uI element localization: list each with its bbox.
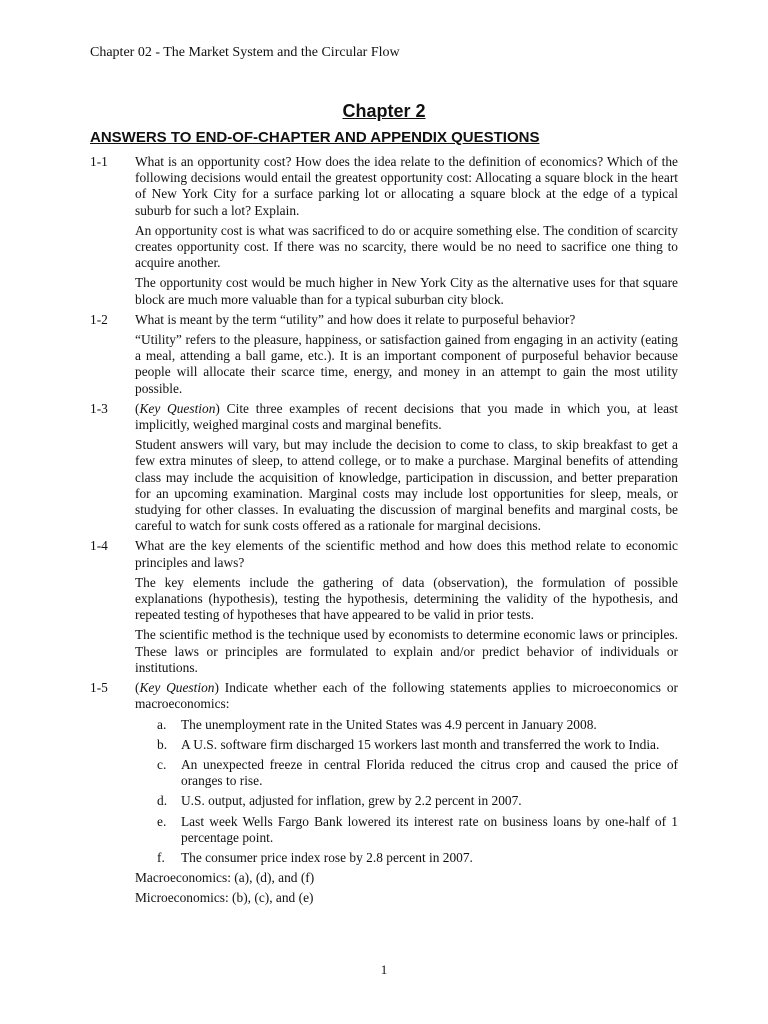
item-letter: b.: [157, 736, 168, 752]
answer-paragraph: An opportunity cost is what was sacrificed to do or acquire something else. The condition of scarcity creates opportunity cost. If there was no scarcity, there would be no need to sacrifice one thing to acquire another.: [135, 222, 678, 271]
question-block-1-4: [90, 538, 678, 676]
question-block-1-1: [90, 154, 678, 308]
question-block-1-5: [90, 680, 678, 906]
question-block-1-2: [90, 312, 678, 397]
answer-micro: Microeconomics: (b), (c), and (e): [135, 890, 314, 906]
answer-paragraph: The key elements include the gathering of data (observation), the formulation of possible explanations (hypothesis), testing the hypothesis, determining the validity of the hypothesis, and repeated testing of hypotheses that have appeared to be valid in prior tests.: [135, 574, 678, 623]
list-item: [135, 737, 678, 753]
item-text: U.S. output, adjusted for inflation, grew by 2.2 percent in 2007.: [181, 793, 522, 809]
question-body: Cite three examples of recent decisions that you made in which you, at least implicitly, weighed marginal costs and marginal benefits.: [135, 400, 678, 433]
question-block-1-3: [90, 401, 678, 535]
answer-paragraph: “Utility” refers to the pleasure, happiness, or satisfaction gained from engaging in an activity (eating a meal, attending a ball game, etc.). It is an important component of purposeful behavior because people will allocate their scarce time, energy, and money in an attempt to gain the most utility possible.: [135, 332, 678, 396]
section-heading: ANSWERS TO END-OF-CHAPTER AND APPENDIX QUESTIONS: [90, 129, 540, 146]
question-text: (Key Question) Cite three examples of recent decisions that you made in which you, at least implicitly, weighed marginal costs and marginal benefits.: [135, 400, 678, 433]
item-letter: e.: [157, 813, 167, 829]
item-letter: a.: [157, 716, 167, 732]
list-item: [135, 793, 678, 809]
question-text: What is meant by the term “utility” and how does it relate to purposeful behavior?: [135, 311, 576, 327]
page-number: 1: [380, 962, 388, 977]
item-letter: c.: [157, 756, 167, 772]
question-body: Indicate whether each of the following statements applies to microeconomics or macroeconomics:: [135, 680, 678, 712]
answer-paragraph: The opportunity cost would be much higher in New York City as the alternative uses for that square block are much more valuable than for a typical suburban city block.: [135, 275, 678, 307]
question-number: 1-2: [90, 311, 108, 327]
item-letter: f.: [157, 849, 165, 865]
item-letter: d.: [157, 793, 168, 809]
list-item: [135, 757, 678, 789]
item-text: Last week Wells Fargo Bank lowered its interest rate on business loans by one-half of 1 percentage point.: [181, 813, 678, 845]
answer-paragraph: The scientific method is the technique used by economists to determine economic laws or principles. These laws or principles are formulated to explain and/or predict behavior of individuals or institutions.: [135, 627, 678, 675]
question-number: 1-5: [90, 680, 108, 696]
answers-body: [90, 154, 678, 911]
question-text: What are the key elements of the scientific method and how does this method relate to economic principles and laws?: [135, 538, 678, 570]
item-text: A U.S. software firm discharged 15 workers last month and transferred the work to India.: [181, 736, 660, 752]
item-text: The unemployment rate in the United States was 4.9 percent in January 2008.: [181, 716, 597, 732]
item-text: An unexpected freeze in central Florida reduced the citrus crop and caused the price of oranges to rise.: [181, 756, 678, 789]
chapter-title: Chapter 2: [342, 101, 426, 121]
key-question-label: Key Question: [139, 400, 216, 416]
item-text: The consumer price index rose by 2.8 percent in 2007.: [181, 849, 473, 865]
list-item: [135, 850, 678, 866]
question-text: (Key Question) Indicate whether each of the following statements applies to microeconomics or macroeconomics:: [135, 680, 678, 712]
list-item: [135, 717, 678, 733]
question-text: What is an opportunity cost? How does the idea relate to the definition of economics? Which of the following decisions would entail the greatest opportunity cost: Allocating a square block in the heart of New York City for a surface parking lot or allocating a square block at the edge of a typical suburb for such a lot? Explain.: [135, 154, 678, 218]
list-item: [135, 814, 678, 846]
question-number: 1-3: [90, 400, 108, 416]
statement-list: [135, 717, 678, 867]
answer-macro: Macroeconomics: (a), (d), and (f): [135, 870, 315, 886]
answer-paragraph: Student answers will vary, but may include the decision to come to class, to skip breakfast to get a few extra minutes of sleep, to attend college, or to make a purchase. Marginal benefits of attending class may include the acquisition of knowledge, participation in discussion, and better preparation for an upcoming examination. Marginal costs may include lost opportunities for sleep, meals, or studying for other classes. In evaluating the discussion of marginal benefits and marginal costs, be careful to watch for sunk costs offered as a rationale for marginal decisions.: [135, 437, 678, 534]
question-number: 1-4: [90, 538, 108, 554]
question-number: 1-1: [90, 154, 108, 169]
key-question-label: Key Question: [139, 680, 215, 696]
running-header: Chapter 02 - The Market System and the Circular Flow: [90, 45, 400, 60]
